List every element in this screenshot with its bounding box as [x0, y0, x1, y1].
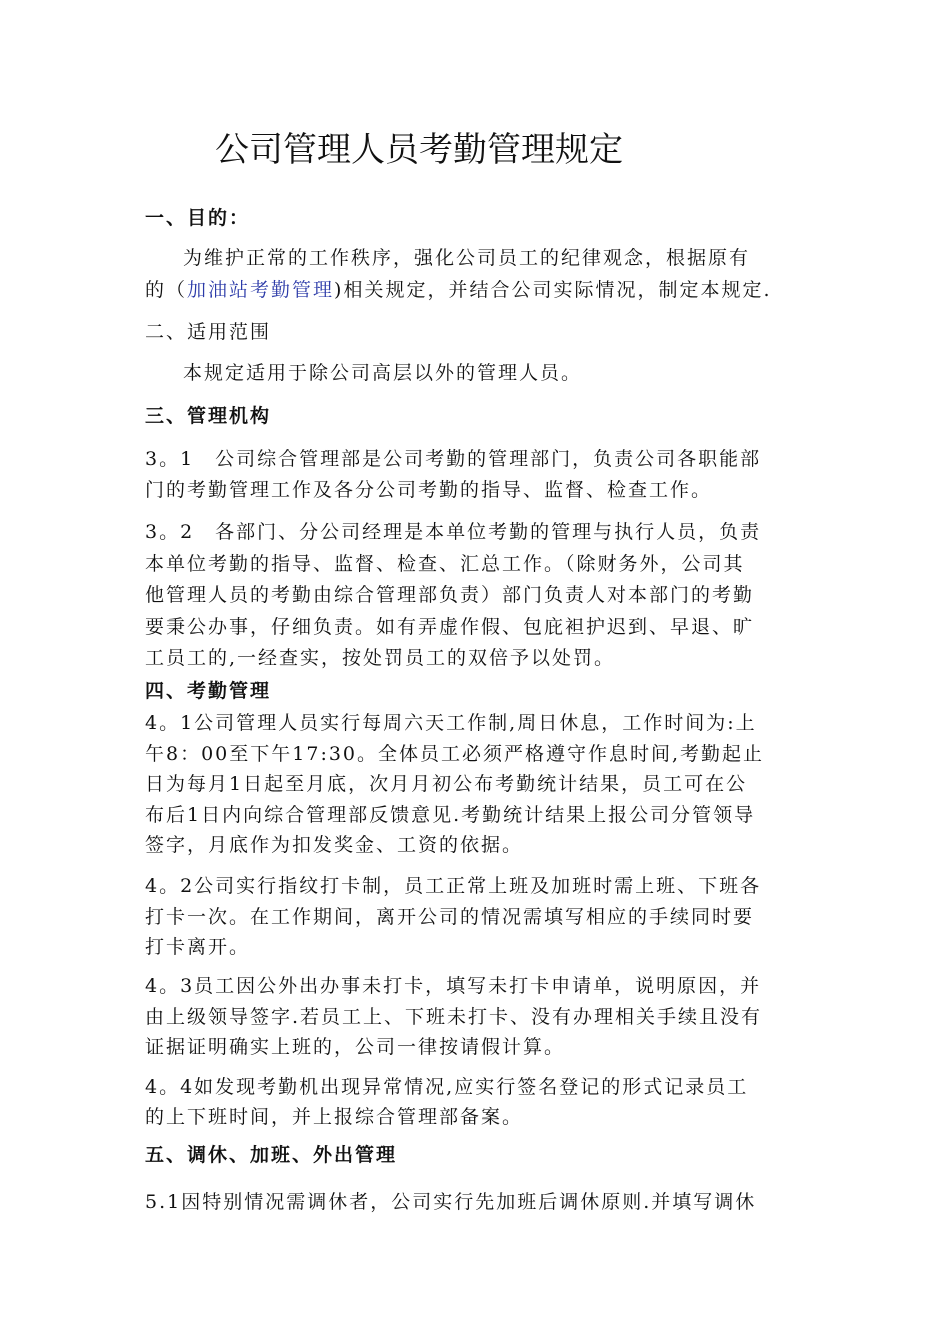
- paragraph-line: 日为每月1日起至月底，次月月初公布考勤统计结果，员工可在公: [145, 773, 748, 795]
- reference-link[interactable]: 加油站考勤管理: [187, 279, 335, 301]
- clause-4-4: [145, 1072, 815, 1132]
- clause-4-3: [145, 971, 815, 1063]
- paragraph-line: 5.1因特别情况需调休者，公司实行先加班后调休原则.并填写调休: [145, 1191, 757, 1213]
- paragraph-line: 由上级领导签字.若员工上、下班未打卡、没有办理相关手续且没有: [145, 1005, 763, 1028]
- paragraph-line: 为维护正常的工作秩序，强化公司员工的纪律观念，根据原有: [183, 247, 751, 269]
- clause-3-2: [145, 517, 815, 675]
- paragraph-line: 午8：00至下午17:30。全体员工必须严格遵守作息时间,考勤起止: [145, 742, 765, 765]
- paragraph-line: 3。1 公司综合管理部是公司考勤的管理部门，负责公司各职能部: [145, 448, 762, 470]
- paragraph-line: 要秉公办事，仔细负责。如有弄虚作假、包庇袒护迟到、早退、旷: [145, 615, 755, 638]
- paragraph-line: 4。3员工因公外出办事未打卡，填写未打卡申请单，说明原因，并: [145, 975, 762, 997]
- paragraph-line: 打卡离开。: [145, 936, 251, 958]
- clause-5-1: [145, 1187, 815, 1218]
- document-title: 公司管理人员考勤管理规定: [215, 130, 623, 170]
- paragraph-line: 4。1公司管理人员实行每周六天工作制,周日休息，工作时间为:上: [145, 712, 757, 734]
- clause-3-1: [145, 444, 815, 506]
- section-heading-leave-overtime: 五、调休、加班、外出管理: [145, 1144, 398, 1166]
- paragraph-line: [145, 274, 815, 306]
- paragraph-line: 本单位考勤的指导、监督、检查、汇总工作。（除财务外，公司其: [145, 552, 745, 575]
- paragraph-line: 4。2公司实行指纹打卡制，员工正常上班及加班时需上班、下班各: [145, 875, 762, 897]
- paragraph-line: 布后1日内向综合管理部反馈意见.考勤统计结果上报公司分管领导: [145, 803, 756, 826]
- paragraph-line: 工员工的,一经查实，按处罚员工的双倍予以处罚。: [145, 647, 616, 669]
- paragraph-line: 他管理人员的考勤由综合管理部负责）部门负责人对本部门的考勤: [145, 584, 755, 606]
- paragraph-purpose: [145, 242, 815, 306]
- section-heading-scope: 二、适用范围: [145, 321, 272, 343]
- section-heading-organization: 三、管理机构: [145, 405, 272, 427]
- section-heading-purpose: 一、目的：: [145, 207, 251, 229]
- clause-4-1: [145, 708, 815, 861]
- paragraph-scope: 本规定适用于除公司高层以外的管理人员。: [183, 362, 583, 384]
- paragraph-line: 门的考勤管理工作及各分公司考勤的指导、监督、检查工作。: [145, 479, 713, 501]
- paragraph-line: 4。4如发现考勤机出现异常情况,应实行签名登记的形式记录员工: [145, 1076, 749, 1098]
- paragraph-line: 的上下班时间，并上报综合管理部备案。: [145, 1106, 524, 1128]
- text-fragment: )相关规定，并结合公司实际情况，制定本规定.: [334, 279, 772, 301]
- text-fragment: 的（: [145, 279, 188, 301]
- clause-4-2: [145, 871, 815, 963]
- paragraph-line: 打卡一次。在工作期间，离开公司的情况需填写相应的手续同时要: [145, 905, 755, 928]
- paragraph-line: 签字，月底作为扣发奖金、工资的依据。: [145, 834, 524, 856]
- paragraph-line: 证据证明确实上班的，公司一律按请假计算。: [145, 1036, 566, 1058]
- paragraph-line: 3。2 各部门、分公司经理是本单位考勤的管理与执行人员，负责: [145, 521, 762, 543]
- section-heading-attendance: 四、考勤管理: [145, 680, 272, 702]
